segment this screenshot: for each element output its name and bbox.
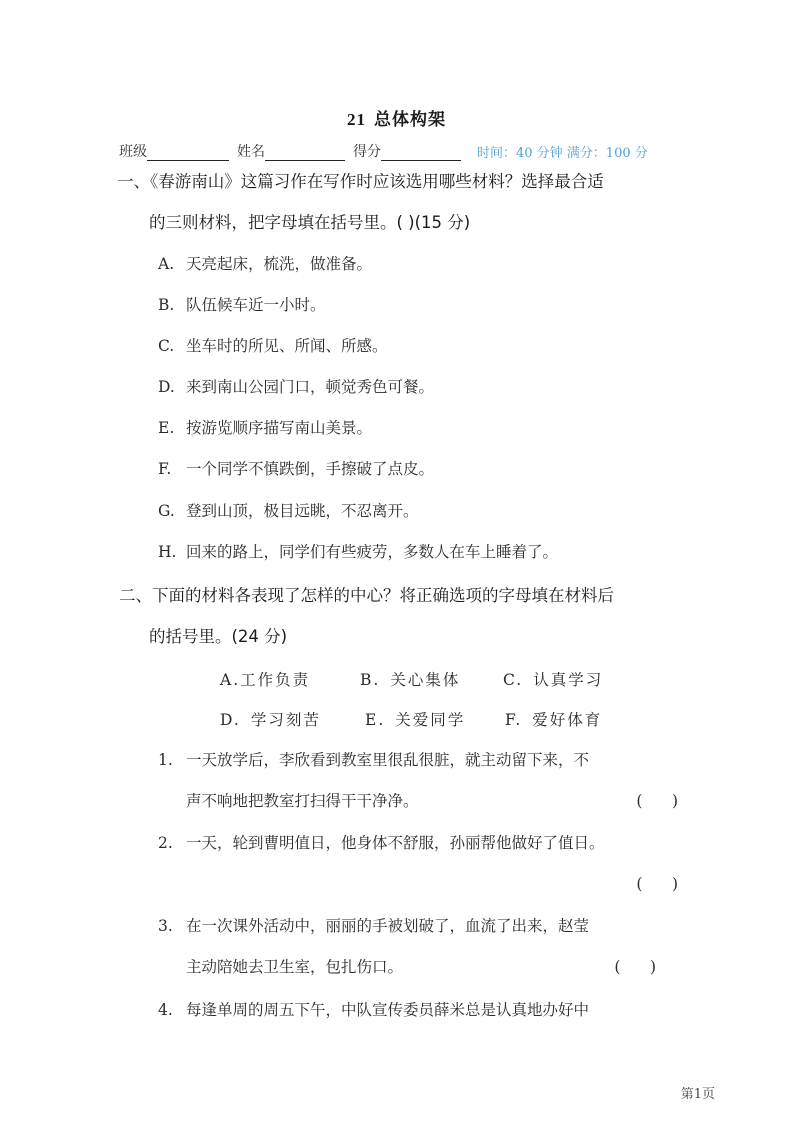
choice-letter: A. <box>220 671 241 689</box>
question-continuation <box>158 864 678 905</box>
option-letter: G. <box>158 502 175 520</box>
lesson-title: 总体构架 <box>374 110 446 130</box>
lesson-number: 21 <box>347 110 366 129</box>
option-g <box>158 499 419 523</box>
question-text: 在一次课外活动中，丽丽的手被划破了，血流了出来，赵莹 <box>186 917 590 935</box>
section2-heading-line2: 的括号里。(24 分) <box>149 627 288 646</box>
choice-a <box>220 668 310 690</box>
option-letter: E. <box>158 419 175 437</box>
question-1 <box>158 740 678 822</box>
question-text: 一天，轮到曹明值日，他身体不舒服，孙丽帮他做好了值日。 <box>186 834 605 852</box>
section1-heading <box>119 161 679 243</box>
choice-letter: D. <box>220 711 241 729</box>
option-f <box>158 457 434 481</box>
option-text: 坐车时的所见、所闻、所感。 <box>186 337 388 355</box>
question-4 <box>158 990 678 1031</box>
class-blank[interactable] <box>147 145 229 161</box>
choice-text: 关心集体 <box>390 671 461 689</box>
option-text: 天亮起床，梳洗，做准备。 <box>186 255 373 273</box>
choice-letter: C. <box>503 671 524 689</box>
option-letter: B. <box>158 296 175 314</box>
question-number: 2. <box>158 834 173 852</box>
option-h <box>158 540 558 564</box>
score-blank[interactable] <box>381 145 461 161</box>
question-continuation <box>158 781 678 822</box>
choice-letter: E. <box>365 711 386 729</box>
choice-text: 认真学习 <box>533 671 604 689</box>
student-info-row <box>119 139 679 161</box>
question-3 <box>158 906 678 988</box>
choice-text: 爱好体育 <box>532 711 603 729</box>
question-continuation <box>158 947 678 988</box>
section2-heading <box>119 575 679 657</box>
section1-heading-line2: 的三则材料，把字母填在括号里。( )(15 分) <box>149 213 471 232</box>
time-score-info: 时间：40 分钟 满分：100 分 <box>477 146 648 161</box>
name-blank[interactable] <box>265 145 345 161</box>
section1-heading-line1: 一、《春游南山》这篇习作在写作时应该选用哪些材料？选择最合适 <box>117 172 604 191</box>
choice-text: 关爱同学 <box>395 711 466 729</box>
option-letter: D. <box>158 378 175 396</box>
option-letter: A. <box>158 255 175 273</box>
choice-c <box>503 668 603 690</box>
option-e <box>158 416 372 440</box>
question-text-line2: 声不响地把教室打扫得干干净净。 <box>186 792 419 810</box>
answer-blank[interactable]: ( ) <box>636 792 678 810</box>
option-b <box>158 293 326 317</box>
choice-letter: B. <box>360 671 381 689</box>
option-letter: F. <box>158 460 172 478</box>
option-d <box>158 375 434 399</box>
question-number: 3. <box>158 917 173 935</box>
choice-e <box>365 708 465 730</box>
answer-blank[interactable]: ( ) <box>636 875 678 893</box>
option-letter: H. <box>158 543 177 561</box>
question-text-line2: 主动陪她去卫生室，包扎伤口。 <box>186 958 404 976</box>
section2-heading-line1: 二、下面的材料各表现了怎样的中心？将正确选项的字母填在材料后 <box>119 586 614 605</box>
choice-f <box>505 708 602 730</box>
question-number: 4. <box>158 1001 173 1019</box>
option-text: 登到山顶，极目远眺，不忍离开。 <box>186 502 419 520</box>
option-text: 一个同学不慎跌倒，手擦破了点皮。 <box>186 460 435 478</box>
class-label: 班级 <box>119 144 147 160</box>
answer-blank[interactable]: ( ) <box>614 958 656 976</box>
choice-text: 工作负责 <box>240 671 311 689</box>
option-a <box>158 252 372 276</box>
option-text: 回来的路上，同学们有些疲劳，多数人在车上睡着了。 <box>186 543 559 561</box>
question-text: 每逢单周的周五下午，中队宣传委员薛米总是认真地办好中 <box>186 1001 590 1019</box>
page-number: 第1页 <box>680 1087 715 1102</box>
option-text: 按游览顺序描写南山美景。 <box>186 419 373 437</box>
option-c <box>158 334 388 358</box>
score-label: 得分 <box>353 144 381 160</box>
option-letter: C. <box>158 337 175 355</box>
choice-text: 学习刻苦 <box>250 711 321 729</box>
choice-d <box>220 708 321 730</box>
page-title <box>0 105 793 130</box>
choice-letter: F. <box>505 711 523 729</box>
question-number: 1. <box>158 751 173 769</box>
option-text: 来到南山公园门口，顿觉秀色可餐。 <box>186 378 435 396</box>
choice-b <box>360 668 460 690</box>
question-text: 一天放学后，李欣看到教室里很乱很脏，就主动留下来，不 <box>186 751 590 769</box>
question-2 <box>158 823 678 905</box>
option-text: 队伍候车近一小时。 <box>186 296 326 314</box>
name-label: 姓名 <box>237 144 265 160</box>
